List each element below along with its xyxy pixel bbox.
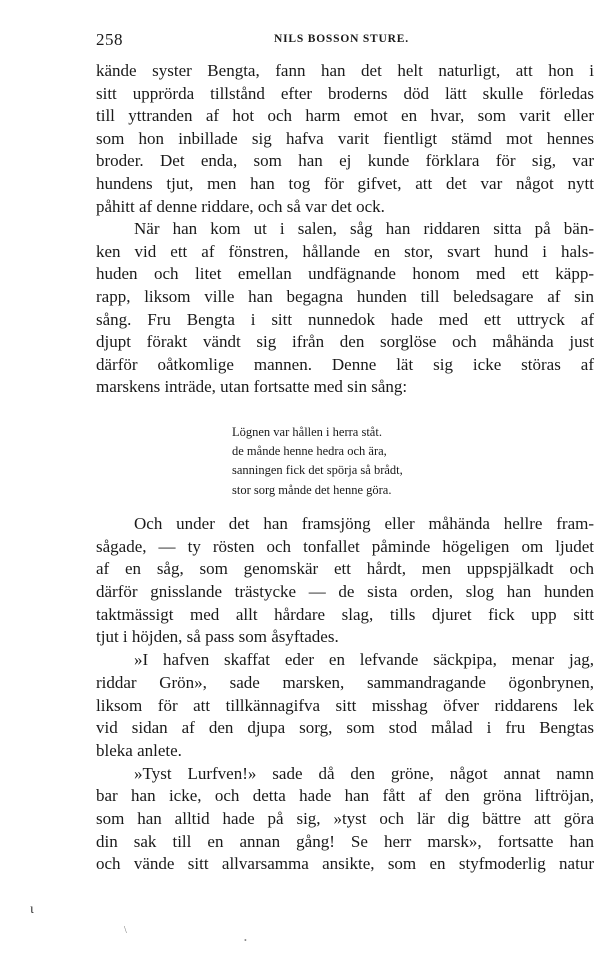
text-line: som hon inbillade sig hafva varit fientligt stämd mot hennes	[96, 128, 594, 148]
page-header	[96, 30, 592, 52]
text-line: riddar Grön», sade marsken, sammandragande ögonbrynen,	[96, 672, 594, 692]
page-number: 258	[96, 30, 123, 49]
text-line: När han kom ut i salen, såg han riddaren sitta på bän-	[134, 219, 594, 239]
text-line: och vände sitt allvarsamma ansikte, som en styfmoderlig natur	[96, 854, 594, 874]
text-block-upper	[96, 60, 594, 399]
text-line: liksom för att tillkännagifva sitt misshag öfver riddarens lek	[96, 695, 594, 715]
text-line: som han alltid hade på sig, »tyst och lär dig bättre att göra	[96, 808, 594, 828]
margin-dot: •	[244, 936, 247, 945]
text-line: vid sidan af den djupa sorg, som stod målad i fru Bengtas	[96, 718, 594, 738]
margin-tick: \	[124, 925, 127, 936]
verse-line: Lögnen var hållen i herra ståt.	[232, 425, 382, 439]
text-line: till yttranden af hot och harm emot en hvar, som varit eller	[96, 106, 594, 126]
text-line: tjut i höjden, så pass som åsyftades.	[96, 627, 339, 647]
text-line: påhitt af denne riddare, och så var det ock.	[96, 196, 385, 216]
text-line: Och under det han framsjöng eller måhända hellre fram-	[134, 514, 594, 533]
text-line: sitt upprörda tillstånd efter broderns död lätt skulle förledas	[96, 83, 594, 103]
text-line: bar han icke, och detta hade han fått af den gröna liftröjan,	[96, 786, 594, 806]
text-line: hundens tjut, men han tog för gifvet, att det var något nytt	[96, 173, 594, 193]
verse-line: de månde henne hedra och ära,	[232, 444, 387, 459]
margin-mark: ι	[30, 902, 34, 917]
text-line: rapp, liksom ville han begagna hunden till beledsagare af sin	[96, 286, 594, 306]
text-line: »I hafven skaffat eder en lefvande säckpipa, menar jag,	[134, 650, 594, 670]
text-line: därför oåtkomlige mannen. Denne lät sig icke störas af	[96, 354, 594, 374]
running-head: NILS BOSSON STURE.	[274, 33, 409, 45]
text-line: ken vid ett af fönstren, hållande en stor, svart hund i hals-	[96, 241, 594, 261]
text-block-lower	[96, 513, 594, 876]
verse-line: sanningen fick det spörja så brådt,	[232, 463, 403, 478]
text-line: sågade, — ty rösten och tonfallet påminde högeligen om ljudet	[96, 536, 594, 556]
text-line: af en såg, som genomskär ett hårdt, men uppspjälkadt och	[96, 559, 594, 579]
text-line: djupt förakt vändt sig ifrån den sorglöse och måhända just	[96, 332, 594, 352]
text-line: därför gnisslande trästycke — de sista orden, slog han hunden	[96, 582, 594, 602]
verse-line: stor sorg månde det henne göra.	[232, 482, 392, 497]
text-line: marskens inträde, utan fortsatte med sin sång:	[96, 377, 408, 397]
text-line: »Tyst Lurfven!» sade då den gröne, något annat namn	[134, 763, 594, 783]
text-line: kände syster Bengta, fann han det helt naturligt, att hon i	[96, 61, 594, 80]
verse-block	[232, 423, 403, 500]
text-line: bleka anlete.	[96, 740, 182, 760]
text-line: sång. Fru Bengta i sitt nunnedok hade med ett uttryck af	[96, 309, 594, 329]
text-line: taktmässigt med allt hårdare slag, tills djuret fick upp sitt	[96, 604, 594, 624]
text-line: din sak till en annan gång! Se herr marsk», fortsatte han	[96, 831, 594, 851]
text-line: huden och litet emellan undfägnande honom med ett käpp-	[96, 264, 594, 284]
text-line: broder. Det enda, som han ej kunde förklara för sig, var	[96, 151, 594, 171]
